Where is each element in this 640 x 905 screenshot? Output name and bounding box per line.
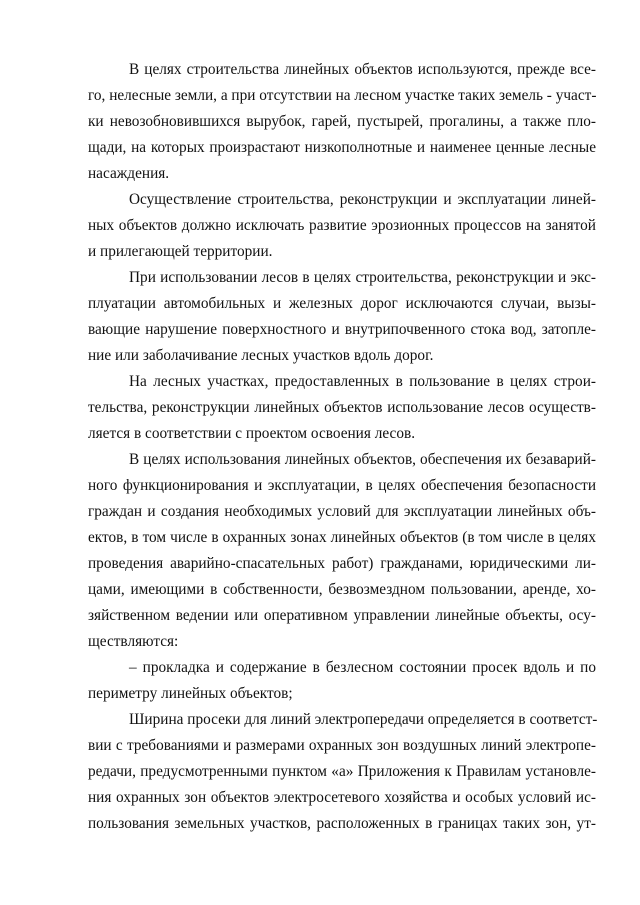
text-line: граждан и создания необходимых условий для эксплуатации линейных объ- xyxy=(88,503,596,520)
text-line: На лесных участках, предоставленных в пользование в целях строи- xyxy=(129,373,596,390)
text-line: тельства, реконструкции линейных объектов использование лесов осуществ- xyxy=(88,399,596,416)
text-line: ного функционирования и эксплуатации, в целях обеспечения безопасности xyxy=(88,477,596,494)
text-line: вии с требованиями и размерами охранных зон воздушных линий электропе- xyxy=(88,737,596,754)
text-line: В целях строительства линейных объектов используются, прежде все- xyxy=(129,61,596,78)
text-line: щади, на которых произрастают низкополнотные и наименее ценные лесные xyxy=(88,139,596,156)
text-line: го, нелесные земли, а при отсутствии на лесном участке таких земель - участ- xyxy=(88,87,597,104)
text-line: В целях использования линейных объектов, обеспечения их безаварий- xyxy=(129,451,596,468)
text-line: проведения аварийно-спасательных работ) гражданами, юридическими ли- xyxy=(88,555,596,572)
text-line: Ширина просеки для линий электропередачи определяется в соответст- xyxy=(129,711,598,728)
text-line: периметру линейных объектов; xyxy=(88,685,293,702)
text-line: ния охранных зон объектов электросетевого хозяйства и особых условий ис- xyxy=(88,789,596,806)
text-line: ных объектов должно исключать развитие эрозионных процессов на занятой xyxy=(88,217,596,234)
text-line: редачи, предусмотренными пунктом «а» Приложения к Правилам установле- xyxy=(88,763,596,780)
text-line: При использовании лесов в целях строительства, реконструкции и экс- xyxy=(129,269,596,286)
text-line: вающие нарушение поверхностного и внутрипочвенного стока вод, затопле- xyxy=(88,321,596,338)
text-line: цами, имеющими в собственности, безвозмездном пользовании, аренде, хо- xyxy=(88,581,596,598)
text-line: зяйственном ведении или оперативном управлении линейные объекты, осу- xyxy=(88,607,596,624)
text-line: ние или заболачивание лесных участков вдоль дорог. xyxy=(88,347,434,364)
text-line: и прилегающей территории. xyxy=(88,243,273,260)
text-line: ществляются: xyxy=(88,633,179,650)
text-line: ляется в соответствии с проектом освоения лесов. xyxy=(88,425,416,442)
text-line: плуатации автомобильных и железных дорог исключаются случаи, вызы- xyxy=(88,295,596,312)
text-line: ектов, в том числе в охранных зонах линейных объектов (в том числе в целях xyxy=(88,529,596,546)
text-line: ки невозобновившихся вырубок, гарей, пустырей, прогалины, а также пло- xyxy=(88,113,596,130)
text-line: насаждения. xyxy=(88,165,170,182)
text-line: пользования земельных участков, расположенных в границах таких зон, ут- xyxy=(88,815,596,832)
text-line: Осуществление строительства, реконструкции и эксплуатации линей- xyxy=(129,191,596,208)
text-line: – прокладка и содержание в безлесном состоянии просек вдоль и по xyxy=(129,659,596,676)
